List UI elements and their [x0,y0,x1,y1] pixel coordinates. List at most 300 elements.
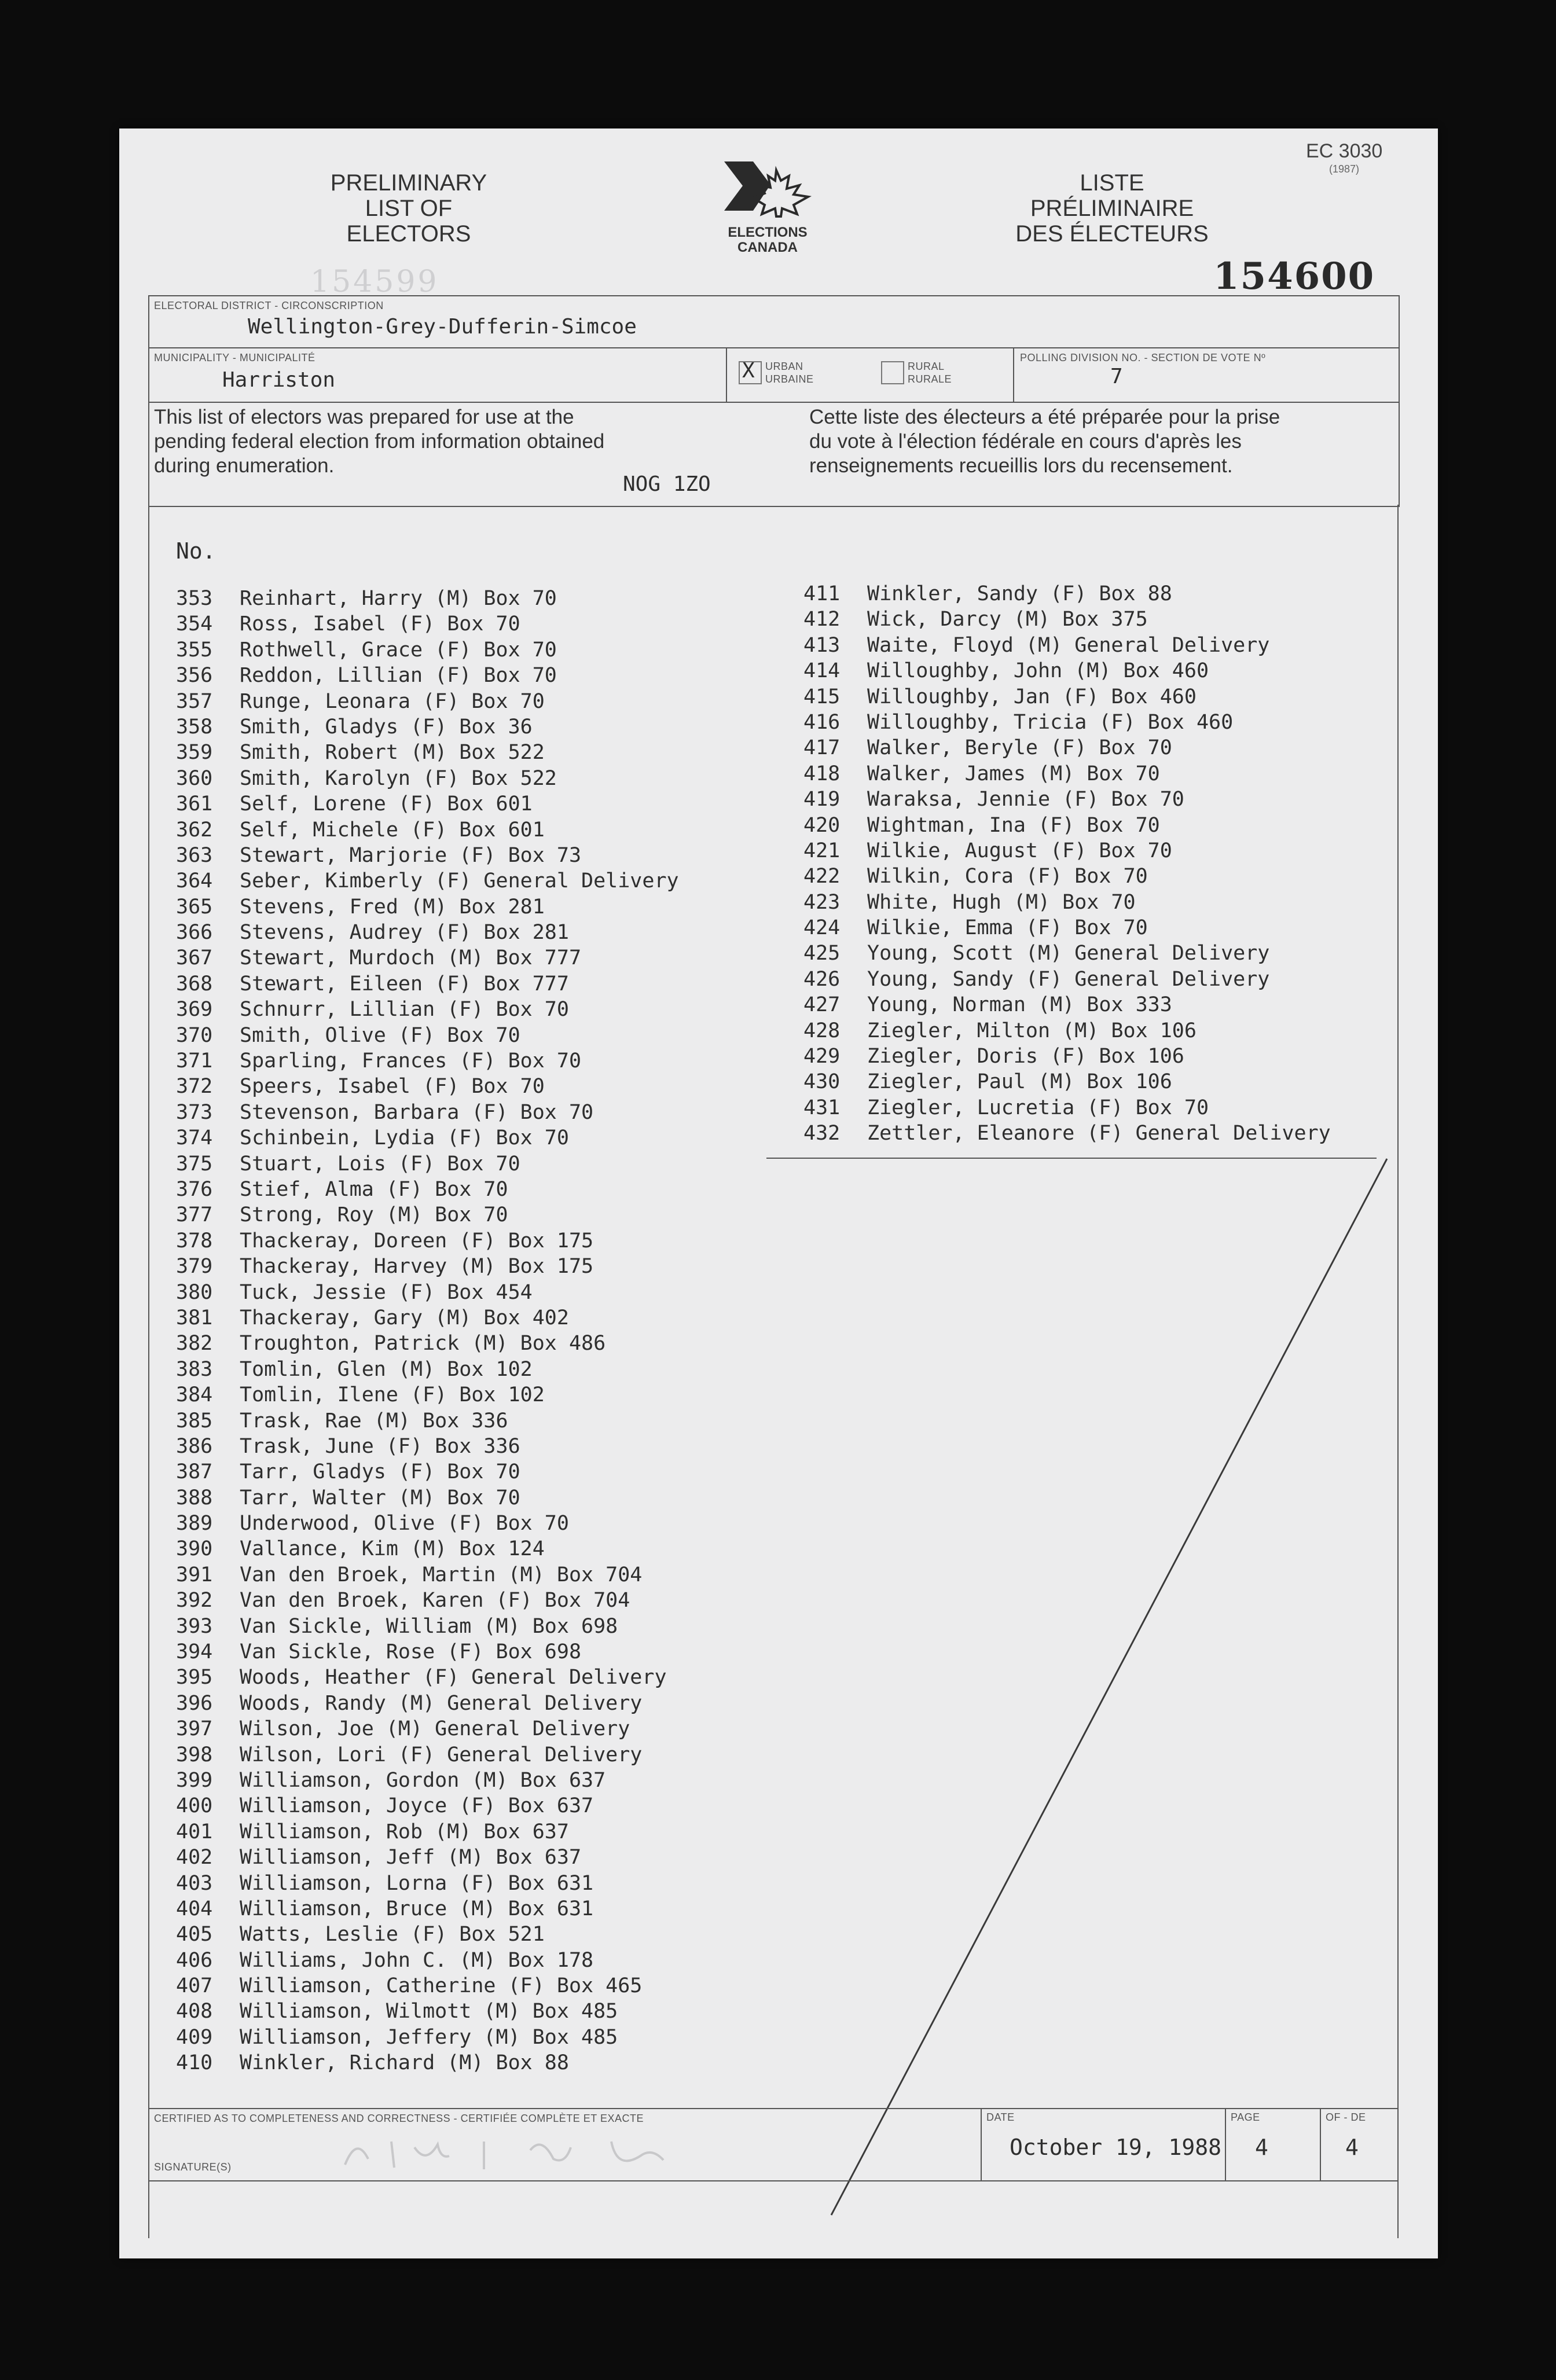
elector-entry: Smith, Olive (F) Box 70 [240,1023,520,1047]
elector-number: 424 [803,916,841,940]
elector-entry: Tomlin, Ilene (F) Box 102 [240,1383,545,1407]
elector-number: 395 [176,1666,213,1689]
elector-row [803,813,1331,838]
elector-number: 431 [803,1096,841,1119]
elector-entry: Williamson, Jeffery (M) Box 485 [240,2025,618,2049]
rural-label [908,360,952,385]
urban-label-fr: URBAINE [765,373,814,385]
elector-number: 412 [803,608,841,631]
elector-row [176,1305,679,1331]
elector-entry: Rothwell, Grace (F) Box 70 [240,638,557,662]
elector-entry: Schinbein, Lydia (F) Box 70 [240,1126,569,1150]
elector-entry: Williamson, Bruce (M) Box 631 [240,1897,594,1920]
elector-entry: Waraksa, Jennie (F) Box 70 [867,788,1184,811]
elector-number: 421 [803,839,841,862]
elector-number: 353 [176,587,213,610]
elector-entry: Stewart, Murdoch (M) Box 777 [240,946,582,970]
elector-row [176,1357,679,1382]
elector-row [176,1382,679,1408]
elector-row [176,1665,679,1690]
notice-en-line: This list of electors was prepared for use at the [154,406,574,428]
elector-row [803,684,1331,710]
elector-entry: Reinhart, Harry (M) Box 70 [240,587,557,610]
elector-row [176,1511,679,1536]
elector-number: 362 [176,818,213,842]
strike-through-line [820,1153,1399,2224]
footer-top-rule [148,2108,1399,2109]
elector-row [176,868,679,894]
elector-row [176,1202,679,1228]
elector-number: 356 [176,664,213,688]
elector-entry: Williamson, Catherine (F) Box 465 [240,1974,643,1998]
elector-entry: Williamson, Wilmott (M) Box 485 [240,2000,618,2023]
elector-entry: Stewart, Eileen (F) Box 777 [240,972,569,996]
notice-en-line: pending federal election from information obtained [154,430,605,453]
elector-number: 423 [803,890,841,914]
elector-row [803,607,1331,632]
elector-number: 429 [803,1045,841,1068]
elector-number: 408 [176,2000,213,2023]
elector-row [176,1871,679,1896]
elector-number: 385 [176,1409,213,1433]
elector-number: 417 [803,736,841,760]
elector-number: 358 [176,715,213,739]
of-label: OF - DE [1326,2111,1366,2123]
elector-row [176,1562,679,1588]
elector-number: 367 [176,946,213,970]
elector-row [803,710,1331,735]
elector-row [176,2050,679,2076]
elector-entry: Young, Scott (M) General Delivery [867,942,1270,965]
elector-number: 355 [176,638,213,662]
elector-entry: Tuck, Jessie (F) Box 454 [240,1280,533,1304]
elector-entry: Stevens, Audrey (F) Box 281 [240,921,569,945]
elector-entry: White, Hugh (M) Box 70 [867,890,1136,914]
elector-row [803,941,1331,966]
elector-entry: Ziegler, Paul (M) Box 106 [867,1070,1172,1094]
elector-entry: Wilson, Joe (M) General Delivery [240,1717,630,1741]
elector-number: 364 [176,869,213,893]
elector-number: 411 [803,582,841,605]
elector-number: 396 [176,1691,213,1715]
footer-bottom-rule [148,2180,1399,2181]
divider [981,2108,982,2181]
elector-number: 393 [176,1614,213,1638]
elector-number: 407 [176,1974,213,1998]
elector-row [803,787,1331,812]
elector-entry: Willoughby, John (M) Box 460 [867,659,1209,683]
elector-entry: Seber, Kimberly (F) General Delivery [240,869,679,893]
elector-number: 422 [803,865,841,888]
elector-number: 397 [176,1717,213,1741]
elector-number: 378 [176,1229,213,1253]
elector-row [176,2025,679,2050]
elector-entry: Underwood, Olive (F) Box 70 [240,1512,569,1536]
elector-entry: Williamson, Rob (M) Box 637 [240,1820,569,1843]
elector-row [176,714,679,740]
elector-list-left [176,586,679,2076]
elector-number: 389 [176,1512,213,1536]
elector-entry: Reddon, Lillian (F) Box 70 [240,664,557,688]
elector-entry: Young, Sandy (F) General Delivery [867,967,1270,991]
elector-entry: Zettler, Eleanore (F) General Delivery [867,1122,1331,1145]
elector-number: 384 [176,1383,213,1407]
elector-number: 374 [176,1126,213,1150]
form-code: EC 3030 [1306,140,1383,162]
elector-row [176,1125,679,1151]
elector-row [176,1177,679,1202]
elector-number: 368 [176,972,213,996]
elector-entry: Smith, Robert (M) Box 522 [240,741,545,765]
municipality-value: Harriston [222,368,336,392]
elector-entry: Schnurr, Lillian (F) Box 70 [240,998,569,1022]
elector-number: 400 [176,1794,213,1818]
elector-entry: Ziegler, Milton (M) Box 106 [867,1019,1197,1042]
urban-check-mark: X [742,359,755,383]
elector-row [176,1819,679,1845]
elector-entry: Stevenson, Barbara (F) Box 70 [240,1100,594,1124]
postal-code: NOG 1ZO [623,472,711,496]
date-label: DATE [986,2111,1015,2123]
notice-english [154,405,733,478]
elector-row [176,1408,679,1434]
elector-number: 419 [803,788,841,811]
elector-entry: Winkler, Richard (M) Box 88 [240,2051,569,2075]
elector-number: 403 [176,1871,213,1895]
elector-list-right [803,581,1331,1147]
elector-row [176,945,679,971]
elector-number: 363 [176,843,213,867]
title-fr-line: LISTE [1080,170,1144,196]
polling-division-value: 7 [1110,365,1123,388]
serial-number: 154600 [1213,255,1375,298]
elector-number: 360 [176,766,213,790]
elector-row [176,766,679,791]
notice-fr-line: renseignements recueillis lors du recensement. [809,454,1233,477]
elector-row [176,1948,679,1973]
title-fr-line: PRÉLIMINAIRE [1030,196,1194,221]
elector-entry: Wilson, Lori (F) General Delivery [240,1743,643,1766]
elector-number: 380 [176,1280,213,1304]
elector-number: 413 [803,633,841,657]
elector-entry: Wilkin, Cora (F) Box 70 [867,865,1148,888]
elector-row [176,689,679,714]
elector-row [176,1973,679,1999]
elector-number: 425 [803,942,841,965]
elector-row [803,838,1331,864]
elector-number: 404 [176,1897,213,1920]
elector-number: 402 [176,1846,213,1870]
of-value: 4 [1345,2135,1359,2160]
elector-row [803,1044,1331,1069]
elector-number: 365 [176,895,213,919]
elector-entry: Thackeray, Gary (M) Box 402 [240,1306,569,1329]
elector-number: 383 [176,1357,213,1381]
divider [148,402,1399,403]
elector-row [176,1614,679,1639]
title-en-line: PRELIMINARY [330,170,487,196]
elector-entry: Stief, Alma (F) Box 70 [240,1177,508,1201]
elector-row [176,791,679,817]
elector-number: 369 [176,998,213,1022]
elector-number: 382 [176,1332,213,1356]
elector-number: 359 [176,741,213,765]
elector-entry: Walker, James (M) Box 70 [867,762,1160,785]
elector-entry: Self, Michele (F) Box 601 [240,818,545,842]
elector-entry: Stuart, Lois (F) Box 70 [240,1152,520,1176]
elector-entry: Trask, June (F) Box 336 [240,1434,520,1458]
elector-entry: Williams, John C. (M) Box 178 [240,1948,594,1972]
elector-row [176,894,679,920]
elector-number: 405 [176,1923,213,1946]
elector-entry: Wightman, Ina (F) Box 70 [867,813,1160,837]
elector-number: 399 [176,1768,213,1792]
elector-row [176,1254,679,1279]
elector-number: 373 [176,1100,213,1124]
elector-entry: Walker, Beryle (F) Box 70 [867,736,1172,760]
elector-entry: Ziegler, Doris (F) Box 106 [867,1045,1184,1068]
elector-row [176,1896,679,1922]
elector-number: 406 [176,1948,213,1972]
elector-row [803,1121,1331,1146]
elector-number: 361 [176,792,213,816]
elector-number: 377 [176,1203,213,1227]
divider [148,347,1399,348]
elector-row [803,1095,1331,1121]
municipality-label: MUNICIPALITY - MUNICIPALITÉ [154,352,315,363]
elector-row [803,992,1331,1018]
elector-number: 387 [176,1460,213,1484]
elector-entry: Waite, Floyd (M) General Delivery [867,633,1270,657]
elector-number: 357 [176,689,213,713]
elector-row [176,1536,679,1562]
elector-entry: Tomlin, Glen (M) Box 102 [240,1357,533,1381]
elector-row [176,586,679,611]
elector-number: 375 [176,1152,213,1176]
title-fr-line: DES ÉLECTEURS [1015,221,1209,247]
divider [1013,347,1014,403]
elector-row [803,581,1331,607]
page-label: PAGE [1231,2111,1260,2123]
elector-entry: Thackeray, Harvey (M) Box 175 [240,1255,594,1279]
elector-number: 426 [803,967,841,991]
elector-entry: Wick, Darcy (M) Box 375 [867,608,1148,631]
elector-entry: Speers, Isabel (F) Box 70 [240,1075,545,1099]
elector-number: 414 [803,659,841,683]
ghost-serial-number: 154599 [310,265,439,299]
elector-number: 390 [176,1537,213,1561]
elector-row [176,1459,679,1485]
elector-entry: Stevens, Fred (M) Box 281 [240,895,545,919]
elector-row [176,843,679,868]
elector-number: 401 [176,1820,213,1843]
rural-label-en: RURAL [908,361,945,372]
elector-entry: Ziegler, Lucretia (F) Box 70 [867,1096,1209,1119]
elector-number: 428 [803,1019,841,1042]
elector-entry: Wilkie, Emma (F) Box 70 [867,916,1148,940]
district-value: Wellington-Grey-Dufferin-Simcoe [248,315,637,339]
polling-label: POLLING DIVISION NO. - SECTION DE VOTE Nº [1020,352,1266,363]
date-value: October 19, 1988 [1010,2135,1222,2160]
elector-number: 370 [176,1023,213,1047]
elector-row [176,1074,679,1099]
district-label: ELECTORAL DISTRICT - CIRCONSCRIPTION [154,300,384,311]
signature-label: SIGNATURE(S) [154,2161,232,2173]
elector-entry: Willoughby, Jan (F) Box 460 [867,685,1197,708]
elector-number: 420 [803,813,841,837]
notice-en-line: during enumeration. [154,454,335,477]
elector-row [803,1018,1331,1044]
elector-entry: Van den Broek, Martin (M) Box 704 [240,1563,643,1586]
notice-fr-line: Cette liste des électeurs a été préparée pour la prise [809,406,1280,428]
elector-row [176,611,679,637]
elector-row [176,1100,679,1125]
elector-row [176,1331,679,1356]
elector-number: 388 [176,1486,213,1509]
elector-row [176,1845,679,1870]
elector-number: 391 [176,1563,213,1586]
elector-entry: Van Sickle, William (M) Box 698 [240,1614,618,1638]
handwritten-signature [339,2124,733,2176]
elector-entry: Williamson, Jeff (M) Box 637 [240,1846,582,1870]
elector-number: 394 [176,1640,213,1664]
elector-entry: Thackeray, Doreen (F) Box 175 [240,1229,594,1253]
elector-number: 409 [176,2025,213,2049]
elector-entry: Smith, Gladys (F) Box 36 [240,715,533,739]
elector-entry: Trask, Rae (M) Box 336 [240,1409,508,1433]
elector-entry: Young, Norman (M) Box 333 [867,993,1172,1017]
elector-entry: Willoughby, Tricia (F) Box 460 [867,710,1234,734]
elections-canada-logo [707,159,828,257]
elector-number: 392 [176,1589,213,1613]
page-value: 4 [1255,2135,1268,2160]
elector-entry: Tarr, Gladys (F) Box 70 [240,1460,520,1484]
title-french [988,170,1236,247]
elector-row [803,761,1331,787]
agency-name [707,225,828,255]
elector-row [176,1023,679,1048]
elector-row [176,997,679,1022]
divider [1225,2108,1226,2181]
elector-row [803,915,1331,941]
elections-x-maple-icon [707,159,828,222]
elector-number: 416 [803,710,841,734]
elector-row [176,1742,679,1768]
elector-entry: Stewart, Marjorie (F) Box 73 [240,843,582,867]
elector-row [803,1069,1331,1094]
elector-row [176,1588,679,1613]
rural-label-fr: RURALE [908,373,952,385]
elector-entry: Woods, Heather (F) General Delivery [240,1666,667,1689]
divider [726,347,727,403]
elector-number: 418 [803,762,841,785]
elector-number: 379 [176,1255,213,1279]
title-english [299,170,519,247]
certified-label: CERTIFIED AS TO COMPLETENESS AND CORRECTNESS - CERTIFIÉE COMPLÈTE ET EXACTE [154,2113,644,2124]
elector-row [176,1151,679,1177]
elector-entry: Troughton, Patrick (M) Box 486 [240,1332,606,1356]
elector-number: 372 [176,1075,213,1099]
elector-row [803,864,1331,889]
elector-row [803,658,1331,684]
elector-row [176,1999,679,2024]
elector-row [176,817,679,843]
elector-entry: Tarr, Walter (M) Box 70 [240,1486,520,1509]
elector-entry: Smith, Karolyn (F) Box 522 [240,766,557,790]
elector-row [176,1691,679,1716]
elector-entry: Van Sickle, Rose (F) Box 698 [240,1640,582,1664]
elector-number: 366 [176,921,213,945]
elector-number: 354 [176,612,213,636]
elector-row [803,967,1331,992]
elector-entry: Wilkie, August (F) Box 70 [867,839,1172,862]
document-page [119,128,1438,2258]
elector-row [803,735,1331,761]
elector-entry: Williamson, Lorna (F) Box 631 [240,1871,594,1895]
notice-fr-line: du vote à l'élection fédérale en cours d'après les [809,430,1242,453]
elector-entry: Woods, Randy (M) General Delivery [240,1691,643,1715]
elector-row [176,1922,679,1947]
elector-row [176,1485,679,1511]
elector-number: 381 [176,1306,213,1329]
elector-row [176,637,679,663]
elector-entry: Runge, Leonara (F) Box 70 [240,689,545,713]
elector-row [176,663,679,688]
elector-entry: Vallance, Kim (M) Box 124 [240,1537,545,1561]
elector-entry: Van den Broek, Karen (F) Box 704 [240,1589,630,1613]
elector-row [176,1793,679,1819]
frame-left [148,505,149,2238]
elector-row [176,1048,679,1074]
elector-number: 386 [176,1434,213,1458]
agency-line: CANADA [737,240,798,255]
elector-number: 371 [176,1049,213,1073]
elector-number: 415 [803,685,841,708]
elector-entry: Strong, Roy (M) Box 70 [240,1203,508,1227]
elector-entry: Williamson, Gordon (M) Box 637 [240,1768,606,1792]
elector-entry: Winkler, Sandy (F) Box 88 [867,582,1172,605]
elector-row [176,920,679,945]
elector-number: 432 [803,1122,841,1145]
urban-label-en: URBAN [765,361,803,372]
elector-row [176,1639,679,1665]
elector-entry: Self, Lorene (F) Box 601 [240,792,533,816]
elector-entry: Sparling, Frances (F) Box 70 [240,1049,582,1073]
elector-number: 430 [803,1070,841,1094]
elector-entry: Ross, Isabel (F) Box 70 [240,612,520,636]
agency-line: ELECTIONS [728,225,808,240]
elector-number: 376 [176,1177,213,1201]
elector-number: 410 [176,2051,213,2075]
elector-row [176,1716,679,1742]
elector-row [176,1280,679,1305]
notice-french [809,405,1388,478]
title-en-line: LIST OF [365,196,453,221]
elector-row [176,971,679,997]
elector-number: 398 [176,1743,213,1766]
elector-entry: Williamson, Joyce (F) Box 637 [240,1794,594,1818]
elector-row [803,890,1331,915]
elector-entry: Watts, Leslie (F) Box 521 [240,1923,545,1946]
rural-checkbox[interactable] [881,361,904,384]
title-en-line: ELECTORS [346,221,471,247]
elector-row [176,1768,679,1793]
elector-number: 427 [803,993,841,1017]
form-year: (1987) [1329,163,1360,175]
list-number-header: No. [176,538,216,564]
divider [1320,2108,1321,2181]
elector-row [176,1228,679,1254]
